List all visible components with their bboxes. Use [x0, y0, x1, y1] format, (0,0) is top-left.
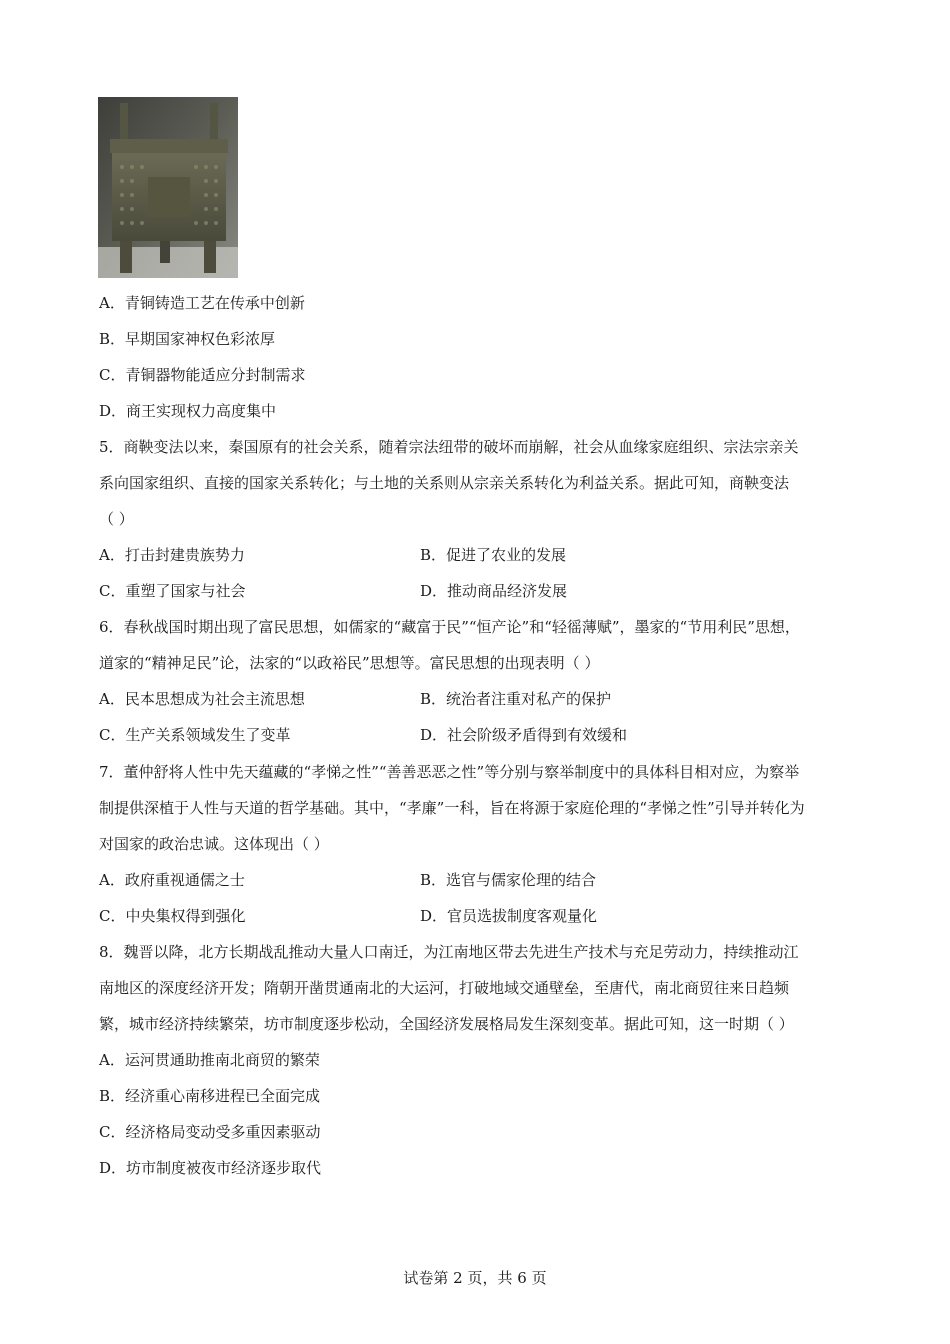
bronze-ding-photo	[98, 97, 238, 278]
q4-option-c: C．青铜器物能适应分封制需求	[99, 366, 306, 384]
q8-stem-line-2: 南地区的深度经济开发；隋朝开凿贯通南北的大运河，打破地域交通壁垒，至唐代，南北商贸往来日趋频	[99, 979, 790, 997]
q7-option-d: D．官员选拔制度客观量化	[420, 907, 598, 925]
q8-option-b: B．经济重心南移进程已全面完成	[99, 1087, 321, 1105]
q7-stem-line-1: 7．董仲舒将人性中先天蕴藏的“孝悌之性”“善善恶恶之性”等分别与察举制度中的具体科目相对应，为察举	[99, 763, 800, 781]
q5-stem-line-3: （ ）	[99, 510, 134, 528]
q8-option-d: D．坊市制度被夜市经济逐步取代	[99, 1159, 322, 1177]
q4-option-b: B．早期国家神权色彩浓厚	[99, 330, 276, 348]
q5-stem-line-1: 5．商鞅变法以来，秦国原有的社会关系，随着宗法纽带的破坏而崩解，社会从血缘家庭组织、宗法宗亲关	[99, 438, 799, 456]
q6-option-c: C．生产关系领域发生了变革	[99, 726, 291, 744]
q7-option-b: B．选官与儒家伦理的结合	[420, 871, 597, 889]
q8-option-a: A．运河贯通助推南北商贸的繁荣	[99, 1051, 320, 1069]
q4-option-a: A．青铜铸造工艺在传承中创新	[99, 294, 305, 312]
q6-stem-line-2: 道家的“精神足民”论，法家的“以政裕民”思想等。富民思想的出现表明（ ）	[99, 654, 600, 672]
q7-option-c: C．中央集权得到强化	[99, 907, 246, 925]
q5-option-d: D．推动商品经济发展	[420, 582, 568, 600]
page-footer: 试卷第 2 页，共 6 页	[403, 1269, 547, 1287]
q7-stem-line-3: 对国家的政治忠诚。这体现出（ ）	[99, 835, 329, 853]
q5-option-c: C．重塑了国家与社会	[99, 582, 246, 600]
q5-option-a: A．打击封建贵族势力	[99, 546, 245, 564]
q6-stem-line-1: 6．春秋战国时期出现了富民思想，如儒家的“藏富于民”“恒产论”和“轻徭薄赋”，墨家的“节用利民”思想，	[99, 618, 800, 636]
q5-option-b: B．促进了农业的发展	[420, 546, 567, 564]
q6-option-a: A．民本思想成为社会主流思想	[99, 690, 305, 708]
q7-option-a: A．政府重视通儒之士	[99, 871, 245, 889]
q6-option-b: B．统治者注重对私产的保护	[420, 690, 612, 708]
q6-option-d: D．社会阶级矛盾得到有效缓和	[420, 726, 628, 744]
q5-stem-line-2: 系向国家组织、直接的国家关系转化；与土地的关系则从宗亲关系转化为利益关系。据此可知，商鞅变法	[99, 474, 790, 492]
q8-stem-line-3: 繁，城市经济持续繁荣，坊市制度逐步松动，全国经济发展格局发生深刻变革。据此可知，这一时期（ ）	[99, 1015, 794, 1033]
q8-stem-line-1: 8．魏晋以降，北方长期战乱推动大量人口南迁，为江南地区带去先进生产技术与充足劳动力，持续推动江	[99, 943, 799, 961]
q8-option-c: C．经济格局变动受多重因素驱动	[99, 1123, 321, 1141]
q4-option-d: D．商王实现权力高度集中	[99, 402, 277, 420]
q7-stem-line-2: 制提供深植于人性与天道的哲学基础。其中，“孝廉”一科，旨在将源于家庭伦理的“孝悌之性”引导并转化为	[99, 799, 805, 817]
